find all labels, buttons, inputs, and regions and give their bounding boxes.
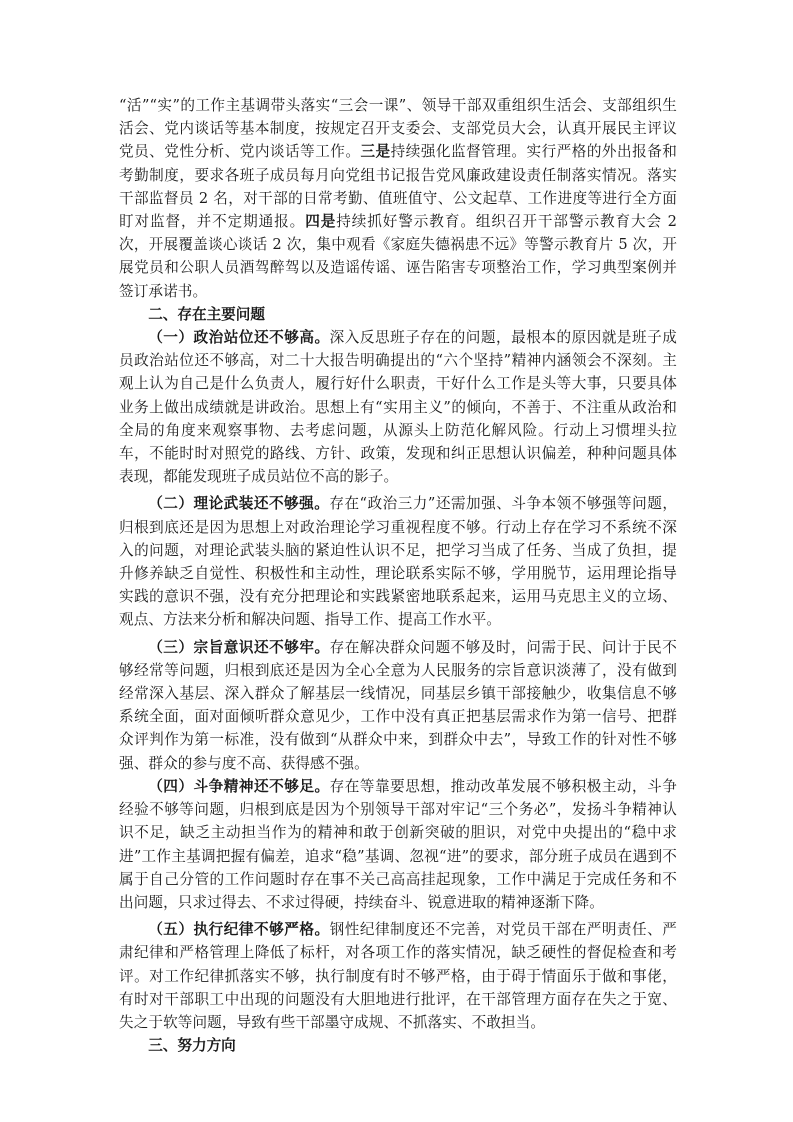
issue-text-2: 存在“政治三力”还需加强、斗争本领不够强等问题，归根到底还是因为思想上对政治理论学习重视程度不够。行动上存在学习不系统不深入的问题，对理论武装头脑的紧迫性认识不足，把学习当成了任务、当成了负担，提升修养缺乏自觉性、积极性和主动性，理论联系实际不够，学用脱节，运用理论指导实践的意识不强，没有充分把理论和实践紧密地联系起来，运用马克思主义的立场、观点、方法来分析和解决问题、指导工作、提高工作水平。: [119, 495, 678, 629]
document-page: [119, 94, 677, 1057]
issue-lead-4: （四）斗争精神还不够足。: [148, 777, 330, 795]
issue-text-4: 存在等靠要思想，推动改革发展不够积极主动，斗争经验不够等问题，归根到底是因为个别领导干部对牢记“三个务必”，发扬斗争精神认识不足，缺乏主动担当作为的精神和敢于创新突破的胆识，对党中央提出的“稳中求进”工作主基调把握有偏差，追求“稳”基调、忽视“进”的要求，部分班子成员在遇到不属于自己分管的工作问题时存在事不关己高高挂起现象，工作中满足于完成任务和不出问题，只求过得去、不求过得硬，持续奋斗、锐意进取的精神逐渐下降。: [119, 777, 677, 911]
issue-lead-5: （五）执行纪律不够严格。: [148, 921, 330, 939]
issue-lead-1: （一）政治站位还不够高。: [148, 329, 330, 347]
issue-paragraph-5: [119, 918, 677, 1034]
issue-paragraph-1: [119, 326, 677, 488]
intro-text-2: 持续强化监督管理。实行严格的外出报备和考勤制度，要求各班子成员每月向党组书记报告党风廉政建设责任制落实情况。落实干部监督员 2 名，对干部的日常考勤、值班值守、公文起草、工作进度等进行全方面盯对监督，并不定期通报。: [119, 143, 677, 231]
issue-text-1: 深入反思班子存在的问题，最根本的原因就是班子成员政治站位还不够高，对二十大报告明确提出的“六个坚持”精神内涵领会不深刻。主观上认为自己是什么负责人，履行好什么职责，干好什么工作是头等大事，只要具体业务上做出成绩就是讲政治。思想上有“实用主义”的倾向，不善于、不注重从政治和全局的角度来观察事物、去考虑问题，从源头上防范化解风险。行动上习惯埋头拉车，不能时时对照党的路线、方针、政策，发现和纠正思想认识偏差，种种问题具体表现，都能发现班子成员站位不高的影子。: [119, 329, 677, 486]
issue-lead-2: （二）理论武装还不够强。: [148, 495, 330, 513]
issue-lead-3: （三）宗旨意识还不够牢。: [148, 638, 330, 656]
issue-text-3: 存在解决群众问题不够及时，问需于民、问计于民不够经常等问题，归根到底还是因为全心全意为人民服务的宗旨意识淡薄了，没有做到经常深入基层、深入群众了解基层一线情况，同基层乡镇干部接触少，收集信息不够系统全面，面对面倾听群众意见少，工作中没有真正把基层需求作为第一信号、把群众评判作为第一标准，没有做到“从群众中来，到群众中去”，导致工作的针对性不够强、群众的参与度不高、获得感不强。: [119, 638, 677, 772]
intro-lead-3: 三是: [360, 143, 391, 161]
intro-paragraph: [119, 94, 677, 303]
issue-text-5: 钢性纪律制度还不完善，对党员干部在严明责任、严肃纪律和严格管理上降低了标杆，对各项工作的落实情况，缺乏硬性的督促检查和考评。对工作纪律抓落实不够，执行制度有时不够严格，由于碍于情面乐于做和事佬，有时对干部职工中出现的问题没有大胆地进行批评，在干部管理方面存在失之于宽、失之于软等问题，导致有些干部墨守成规、不抓落实、不敢担当。: [119, 921, 677, 1031]
section-2-heading: 二、存在主要问题: [148, 305, 265, 323]
intro-text-3: 持续抓好警示教育。组织召开干部警示教育大会 2 次，开展覆盖谈心谈话 2 次，集中观看《家庭失德祸患不远》等警示教育片 5 次，开展党员和公职人员酒驾醉驾以及造谣传谣、诬告陷害专项整治工作，学习典型案例并签订承诺书。: [119, 213, 677, 300]
section-3-heading: 三、努力方向: [148, 1037, 236, 1055]
intro-lead-4: 四是: [305, 213, 337, 231]
issue-paragraph-4: [119, 775, 677, 914]
intro-text-1: “活”“实”的工作主基调带头落实“三会一课”、领导干部双重组织生活会、支部组织生活会、党内谈话等基本制度，按规定召开支委会、支部党员大会，认真开展民主评议党员、党性分析、党内谈话等工作。: [119, 97, 677, 161]
issue-paragraph-2: [119, 492, 677, 631]
issue-paragraph-3: [119, 636, 677, 775]
